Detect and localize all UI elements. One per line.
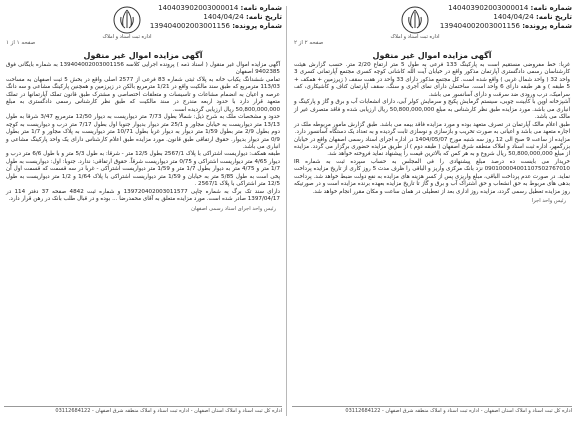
signature-line: رئیس واحد اجرای اسناد رسمی اصفهان <box>191 205 276 212</box>
emblem-icon <box>112 5 142 35</box>
notice-paragraph: مزایده از ساعت 9 صبح الی 12 روز سه شنبه مورخ 1404/05/07 در اداره اجرای اسناد رسمی اصفهان واقع در خیابان بزرگمهر، اداره ثبت اسناد و املاک منطقه شرق اصفهان ( طبقه دوم ) از طریق مزایده حضوری برگزار می گردد. مزایده از مبلغ 50,800,000,000 ریال شروع و به هر کس که بالاترین قیمت را پیشنهاد نماید فروخته خواهد شد. <box>294 136 570 158</box>
page-number: صفحه ۲ از ۲ <box>294 40 324 46</box>
notice-paragraph: طبق اعلام مالک آپارتمان در تصرف متعهد بوده و مورد مزایده فاقد بیمه می باشد. طبق گزارش مامور مربوطه ملک در اجاره متعهد می باشد و اعیانی به صورت تخریب و بازسازی و نوسازی ثابت گردیده و به تعداد یک دستگاه آسانسور دارد. <box>294 121 570 136</box>
notice-header <box>292 4 572 50</box>
letter-date-label: تاریخ نامه: <box>245 13 282 21</box>
letter-number: 140403902003000014 <box>448 4 529 12</box>
notice-column-left <box>4 4 282 416</box>
column-divider <box>286 6 287 416</box>
file-number-label: شماره پرونده: <box>522 22 572 30</box>
notice-paragraph: خریدار می بایست ده درصد مبلغ پیشنهادی را فی المجلس به حساب سپرده ثبت به شماره IR 090100004001107502767010 نزد بانک مرکزی واریز و الباقی را ظرف مدت 5 روز کاری از تاریخ مزایده پرداخت نماید. در صورت عدم پرداخت الباقی، مبلغ واریزی پس از کسر هزینه های مزایده به نفع دولت ضبط خواهد شد. پرداخت بدهی های مربوط به حق انشعاب و حق اشتراک آب و برق و گاز تا تاریخ مزایده بعهده برنده مزایده است و در صورتیکه روز مزایده تعطیل رسمی گردد، مزایده روز اداری بعد از تعطیلی در همان ساعت و مکان مقرر انجام خواهد شد. <box>294 158 570 195</box>
letter-number: 140403902003000014 <box>158 4 239 12</box>
notice-paragraph: غربا: خط مفروضی مستقیم است به پارکینگ 133 فرعی به طول 5 متر ارتفاع 2/20 متر. حسب گزارش هیئت کارشناسان رسمی دادگستری آپارتمان مذکور واقع در خیابان آیت الله کاشانی کوچه کسری مجتمع آپارتمانی کسری 3 واحد 32 ( واحد شمال غربی ) واقع شده است. کل مجتمع مذکور دارای 33 واحد در هفت سقف ( زیرزمین + همکف + 5 طبقه ) و هر طبقه دارای 6 واحد است. ساختمان دارای نمای آجری و سنگ، سقف آپارتمان کناف و کاشیکاری، کف سرامیک، درب ورودی ضد سرقت و دارای آسانسور می باشد. <box>294 62 570 98</box>
notice-title: آگهی مزایده اموال غیر منقول <box>372 51 492 60</box>
file-number-label: شماره پرونده: <box>232 22 282 30</box>
signature-line: رئیس واحد اجرا <box>531 198 566 205</box>
letter-number-label: شماره نامه: <box>240 4 282 12</box>
letter-date-label: تاریخ نامه: <box>535 13 572 21</box>
page-number: صفحه ۱ از ۱ <box>6 40 36 46</box>
notice-paragraph: آشپزخانه اوپن با کابینت چوبی، سیستم گرمایش پکیج و سرمایش کولر آبی، دارای انشعابات آب و برق و گاز و پارکینگ و انباری می باشد. مورد مزایده طبق نظر کارشناس به مبلغ 50,800,000,000 ریال ارزیابی شده و فاقد متصرف غیر از مالک می باشد. <box>294 99 571 121</box>
emblem-icon <box>400 5 430 35</box>
notice-paragraph: حدود و مشخصات ملک به شرح ذیل: شمالا بطول 7/73 متر دیواریست به دیوار 12/50 مترمربع 3/47 شرقا به طول 13/13 متر دیواریست به خیابان مجاور و 25/1 متر دیوار بدیوار جنوبا اول بطول 7/17 متر درب و دیواریست به کوچه دوم بطول 2/9 متر بطول 1/59 متر دیوار به دیوار غربا بطول 10/71 متر دیواریست به پلاک مجاور و 1/7 متر بطول 0/9 متر دیوار بدیوار. حقوق ارتفاقی طبق قانون. مورد مزایده طبق اعلام کارشناس دارای یک واحد پارکینگ مشاعی و انباری می باشد. <box>6 114 280 150</box>
notice-title: آگهی مزایده اموال غیر منقول <box>83 51 203 60</box>
notice-meta <box>440 4 572 31</box>
letter-date: 1404/04/24 <box>493 13 534 21</box>
notice-paragraph: طبقه همکف: دیواریست اشتراکی با پلاک 2567/1 بطول 12/5 متر - شرقا: به طول 5/3 متر و با طول 6/6 متر درب و دیوار 4/65 متر دیواریست اشتراکی و 0/75 متر دیواریست شرقاً. حقوق ارتفاقی: ندارد. جنوبا: اول: دیواریست به طول 1/7 متر و 4/75 متر به دیوار بطول 1/7 متر و 1/59 متر دیواریست اشتراکی - غربا در سه قسمت که قسمت اول آن پخی است به طول 5/85 متر به خیابان و 1/59 متر دیواریست اشتراکی با پلاک 1/64 و 1/2 متر دیواریست به طول 12/5 متر اشتراکی با پلاک 2567/1 . <box>6 151 281 188</box>
notice-meta <box>150 4 282 31</box>
emblem-caption: اداره ثبت اسناد و املاک <box>390 34 440 40</box>
emblem-caption: اداره ثبت اسناد و املاک <box>102 34 152 40</box>
file-number: 139404002003001156 <box>439 22 521 30</box>
letter-number-label: شماره نامه: <box>530 4 572 12</box>
letter-date: 1404/04/24 <box>203 13 244 21</box>
notice-column-right <box>292 4 572 416</box>
file-number: 139404002003001156 <box>149 22 231 30</box>
page-footer: اداره کل ثبت اسناد و املاک استان اصفهان - اداره ثبت اسناد و املاک منطقه شرق اصفهان - 03112684122 <box>292 406 572 414</box>
notice-paragraph: دارای سند تک برگ به شماره چاپی 139720402003011577 و شماره ثبت 4842 صفحه 37 دفتر 114 در 1397/04/17 صادر شده است. مورد مزایده متعلق به آقای محمدرضا ... بوده و در قبال طلب بانک در رهن قرار دارد. <box>6 188 280 203</box>
page-footer: اداره کل ثبت اسناد و املاک استان اصفهان - اداره ثبت اسناد و املاک منطقه شرق اصفهان - 03112684122 <box>4 406 282 414</box>
notice-header <box>4 4 282 50</box>
notice-paragraph: آگهی مزایده اموال غیر منقول ( اسناد ذمه ) پرونده اجرایی کلاسه 139404002003001156 به شماره بایگانی فوق 9402385 اصفهان <box>6 62 280 76</box>
notice-paragraph: تمامی ششدانگ یکباب خانه به پلاک ثبتی شماره 83 فرعی از 2577 اصلی واقع در بخش 5 ثبت اصفهان به مساحت 113/03 مترمربع که طبق سند مالکیت واقع در 1/21 مترمربع بالکن در زیرزمین و همچنین پارکینگ مشاعی و سه دانگ عرصه و اعیان به انضمام مشاعات و تاسیسات و متعلقات اختصاصی و مشترک طبق قانون تملک آپارتمانها در تملک متعهد قرار دارد با حدود اربعه مندرج در سند مالکیت که طبق نظر کارشناس رسمی دادگستری به مبلغ 50,800,000,000 ریال ارزیابی گردیده است. <box>6 76 280 113</box>
